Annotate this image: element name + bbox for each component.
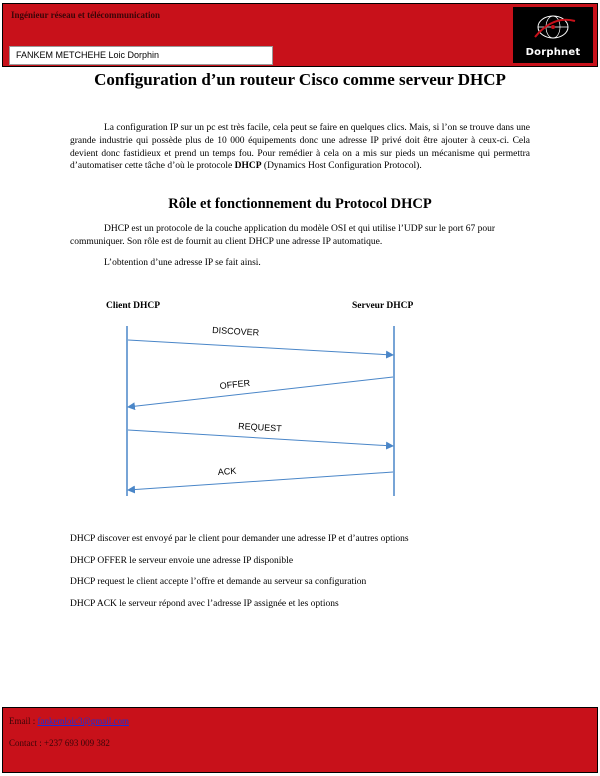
intro-bold-dhcp: DHCP — [234, 161, 262, 172]
request-label: REQUEST — [237, 421, 282, 434]
intro-text: La configuration IP sur un pc est très facile, cela peut se faire en quelques clics. Mais, si l’on se trouve dans une grande industrie qui possède plus de 10 000 équipements donc une adresse IP privé doit être ajouter à ceux-ci. Cela devient donc fastidieux et prend un temps fou. Pour remédier à cela on a mis sur pieds un mécanisme qui permettra d’automatiser cette tâche d’où le protocole — [70, 123, 530, 172]
server-label: Serveur DHCP — [352, 301, 414, 311]
discover-arrow — [128, 340, 393, 355]
intro-text-end: (Dynamics Host Configuration Protocol). — [261, 161, 422, 172]
contact-line: Contact : +237 693 009 382 — [9, 738, 110, 748]
offer-arrow — [128, 377, 393, 407]
author-box — [9, 46, 273, 65]
page-footer — [2, 707, 598, 773]
section-heading: Rôle et fonctionnement du Protocol DHCP — [168, 196, 432, 212]
email-label: Email : — [9, 716, 38, 726]
logo-text: Dorphnet — [525, 47, 581, 58]
description-discover: DHCP discover est envoyé par le client pour demander une adresse IP et d’autres options — [70, 534, 409, 544]
offer-label: OFFER — [219, 377, 251, 391]
section-paragraph-2: L’obtention d’une adresse IP se fait ainsi. — [104, 258, 261, 268]
email-line — [9, 716, 129, 726]
intro-paragraph — [70, 122, 530, 173]
discover-label: DISCOVER — [211, 325, 260, 338]
description-ack: DHCP ACK le serveur répond avec l’adresse IP assignée et les options — [70, 599, 339, 609]
ack-label: ACK — [217, 465, 237, 477]
author-name: FANKEM METCHEHE Loic Dorphin — [16, 50, 160, 60]
dhcp-sequence-diagram — [0, 290, 600, 510]
dorphnet-logo — [513, 7, 593, 63]
page-header — [2, 3, 598, 67]
email-link[interactable]: fankemloic3@gmail.com — [37, 716, 130, 726]
description-request: DHCP request le client accepte l’offre et demande au serveur sa configuration — [70, 577, 367, 587]
request-arrow — [128, 430, 393, 446]
ack-arrow — [128, 472, 393, 490]
description-offer: DHCP OFFER le serveur envoie une adresse IP disponible — [70, 556, 294, 566]
section-paragraph: DHCP est un protocole de la couche application du modèle OSI et qui utilise l’UDP sur le port 67 pour communiquer. Son rôle est de fournit au client DHCP une adresse IP automatique. — [70, 224, 496, 247]
organization-title: Ingénieur réseau et télécommunication — [11, 10, 161, 20]
client-label: Client DHCP — [106, 301, 161, 311]
page-title: Configuration d’un routeur Cisco comme serveur DHCP — [94, 70, 506, 89]
